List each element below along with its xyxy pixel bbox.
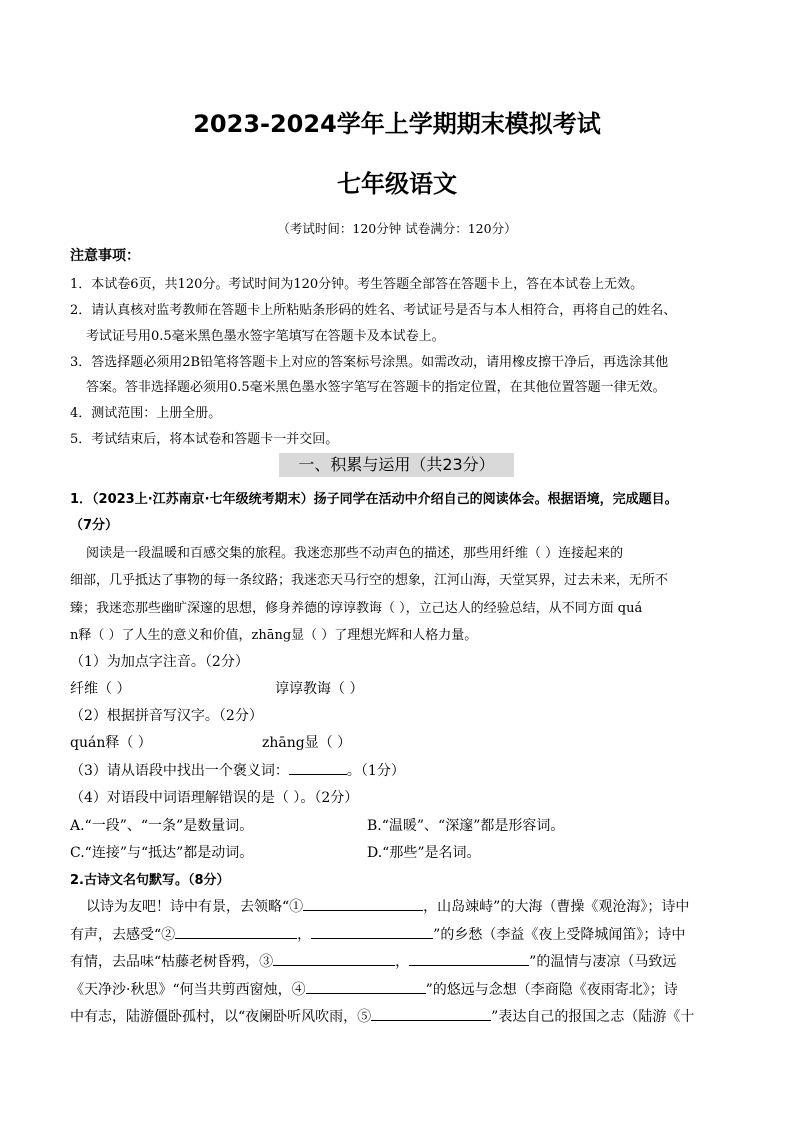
- answer-blank[interactable]: [273, 952, 395, 966]
- q2-line: [70, 951, 676, 971]
- answer-blank[interactable]: [311, 925, 433, 939]
- q1-sub4: （4）对语段中词语理解错误的是（ ）。（2分）: [70, 790, 359, 806]
- q2-text: ”的温情与凄凉（马致远: [529, 954, 677, 970]
- q2-text: ”表达自己的报国之志（陆游《十: [491, 1009, 695, 1025]
- exam-subtitle: 七年级语文: [337, 170, 457, 198]
- q1-sub3: [70, 760, 405, 780]
- answer-blank[interactable]: [409, 952, 529, 966]
- q1-option-a: A.“一段”、“一条”是数量词。: [70, 818, 254, 834]
- q1-passage-line: n释（ ）了人生的意义和价值，zhāng显（ ）了理想光辉和人格力量。: [70, 628, 478, 643]
- q1-sub1-a: 纤维（ ）: [70, 681, 131, 697]
- q1-passage-line: 阅读是一段温暖和百感交集的旅程。我迷恋那些不动声色的描述，那些用纤维（ ）连接起来的: [86, 546, 624, 561]
- note-item: 3．答选择题必须用2B铅笔将答题卡上对应的答案标号涂黑。如需改动，请用橡皮擦干净后，再选涂其他: [70, 355, 669, 370]
- note-item: 5．考试结束后，将本试卷和答题卡一并交回。: [70, 432, 339, 447]
- q1-sub1: （1）为加点字注音。（2分）: [70, 654, 249, 670]
- q1-stem: 1．（2023上·江苏南京·七年级统考期末）扬子同学在活动中介绍自己的阅读体会。根据语境，完成题目。: [70, 492, 678, 507]
- note-item: 考试证号用0.5毫米黑色墨水签字笔填写在答题卡及本试卷上。: [86, 329, 445, 344]
- note-item: 2．请认真核对监考教师在答题卡上所粘贴条形码的姓名、考试证号是否与本人相符合，再将自己的姓名、: [70, 303, 677, 318]
- q1-option-b: B.“温暖”、“深邃”都是形容词。: [367, 818, 565, 834]
- q1-option-d: D.“那些”是名词。: [367, 845, 481, 861]
- answer-blank[interactable]: [371, 1007, 491, 1021]
- q1-option-c: C.“连接”与“抵达”都是动词。: [70, 845, 254, 861]
- q1-passage-line: 细部，几乎抵达了事物的每一条纹路；我迷恋天马行空的想象，江河山海，天堂冥界，过去未来，无所不: [70, 573, 669, 588]
- q1-sub2-b: zhāng显（ ）: [262, 735, 352, 751]
- q2-text: 《天净沙·秋思》“何当共剪西窗烛，④: [70, 982, 306, 998]
- q1-sub3-score: 。（1分）: [346, 763, 405, 779]
- note-item: 4．测试范围：上册全册。: [70, 406, 222, 421]
- q2-title: 2.古诗文名句默写。（8分）: [70, 873, 230, 888]
- q2-line: [70, 924, 685, 944]
- answer-blank[interactable]: [289, 761, 347, 775]
- q1-sub2: （2）根据拼音写汉字。（2分）: [70, 708, 263, 724]
- q1-sub2-a: quán释（ ）: [70, 735, 152, 751]
- exam-title: 2023-2024学年上学期期末模拟考试: [193, 110, 601, 138]
- q2-text: ，: [297, 927, 312, 943]
- q2-text: 有情，去品味“枯藤老树昏鸦，③: [70, 954, 274, 970]
- q2-text: ”的悠远与念想（李商隐《夜雨寄北》；诗: [425, 982, 678, 998]
- q2-text: 有声，去感受“②: [70, 927, 176, 943]
- answer-blank[interactable]: [175, 925, 297, 939]
- section-title: 一、积累与运用（共23分）: [279, 453, 514, 477]
- answer-blank[interactable]: [306, 980, 426, 994]
- note-item: 答案。答非选择题必须用0.5毫米黑色墨水签字笔写在答题卡的指定位置，在其他位置答题一律无效。: [86, 380, 666, 395]
- q1-sub3-text: （3）请从语段中找出一个褒义词：: [70, 763, 289, 779]
- answer-blank[interactable]: [303, 897, 423, 911]
- q1-score: （7分）: [70, 518, 119, 533]
- q2-text: ，: [395, 954, 410, 970]
- q2-line: [86, 896, 689, 916]
- exam-info: （考试时间：120分钟 试卷满分：120分）: [277, 221, 517, 236]
- q2-line: [70, 979, 678, 999]
- q2-text: ，山岛竦峙”的大海（曹操《观沧海》；诗中: [423, 899, 690, 915]
- q2-text: 中有志，陆游僵卧孤村，以“夜阑卧听风吹雨，⑤: [70, 1009, 372, 1025]
- q1-passage-line: 臻；我迷恋那些幽旷深邃的思想，修身养德的谆谆教诲（ ），立己达人的经验总结，从不同方面 quá: [70, 601, 643, 616]
- notes-heading: 注意事项：: [70, 248, 140, 264]
- q2-text: ”的乡愁（李益《夜上受降城闻笛》；诗中: [433, 927, 686, 943]
- q1-sub1-b: 谆谆教诲（ ）: [275, 681, 364, 697]
- q2-text: 以诗为友吧！诗中有景，去领略“①: [86, 899, 304, 915]
- note-item: 1．本试卷6页，共120分。考试时间为120分钟。考生答题全部答在答题卡上，答在本试卷上无效。: [70, 277, 644, 292]
- q2-line: [70, 1006, 694, 1026]
